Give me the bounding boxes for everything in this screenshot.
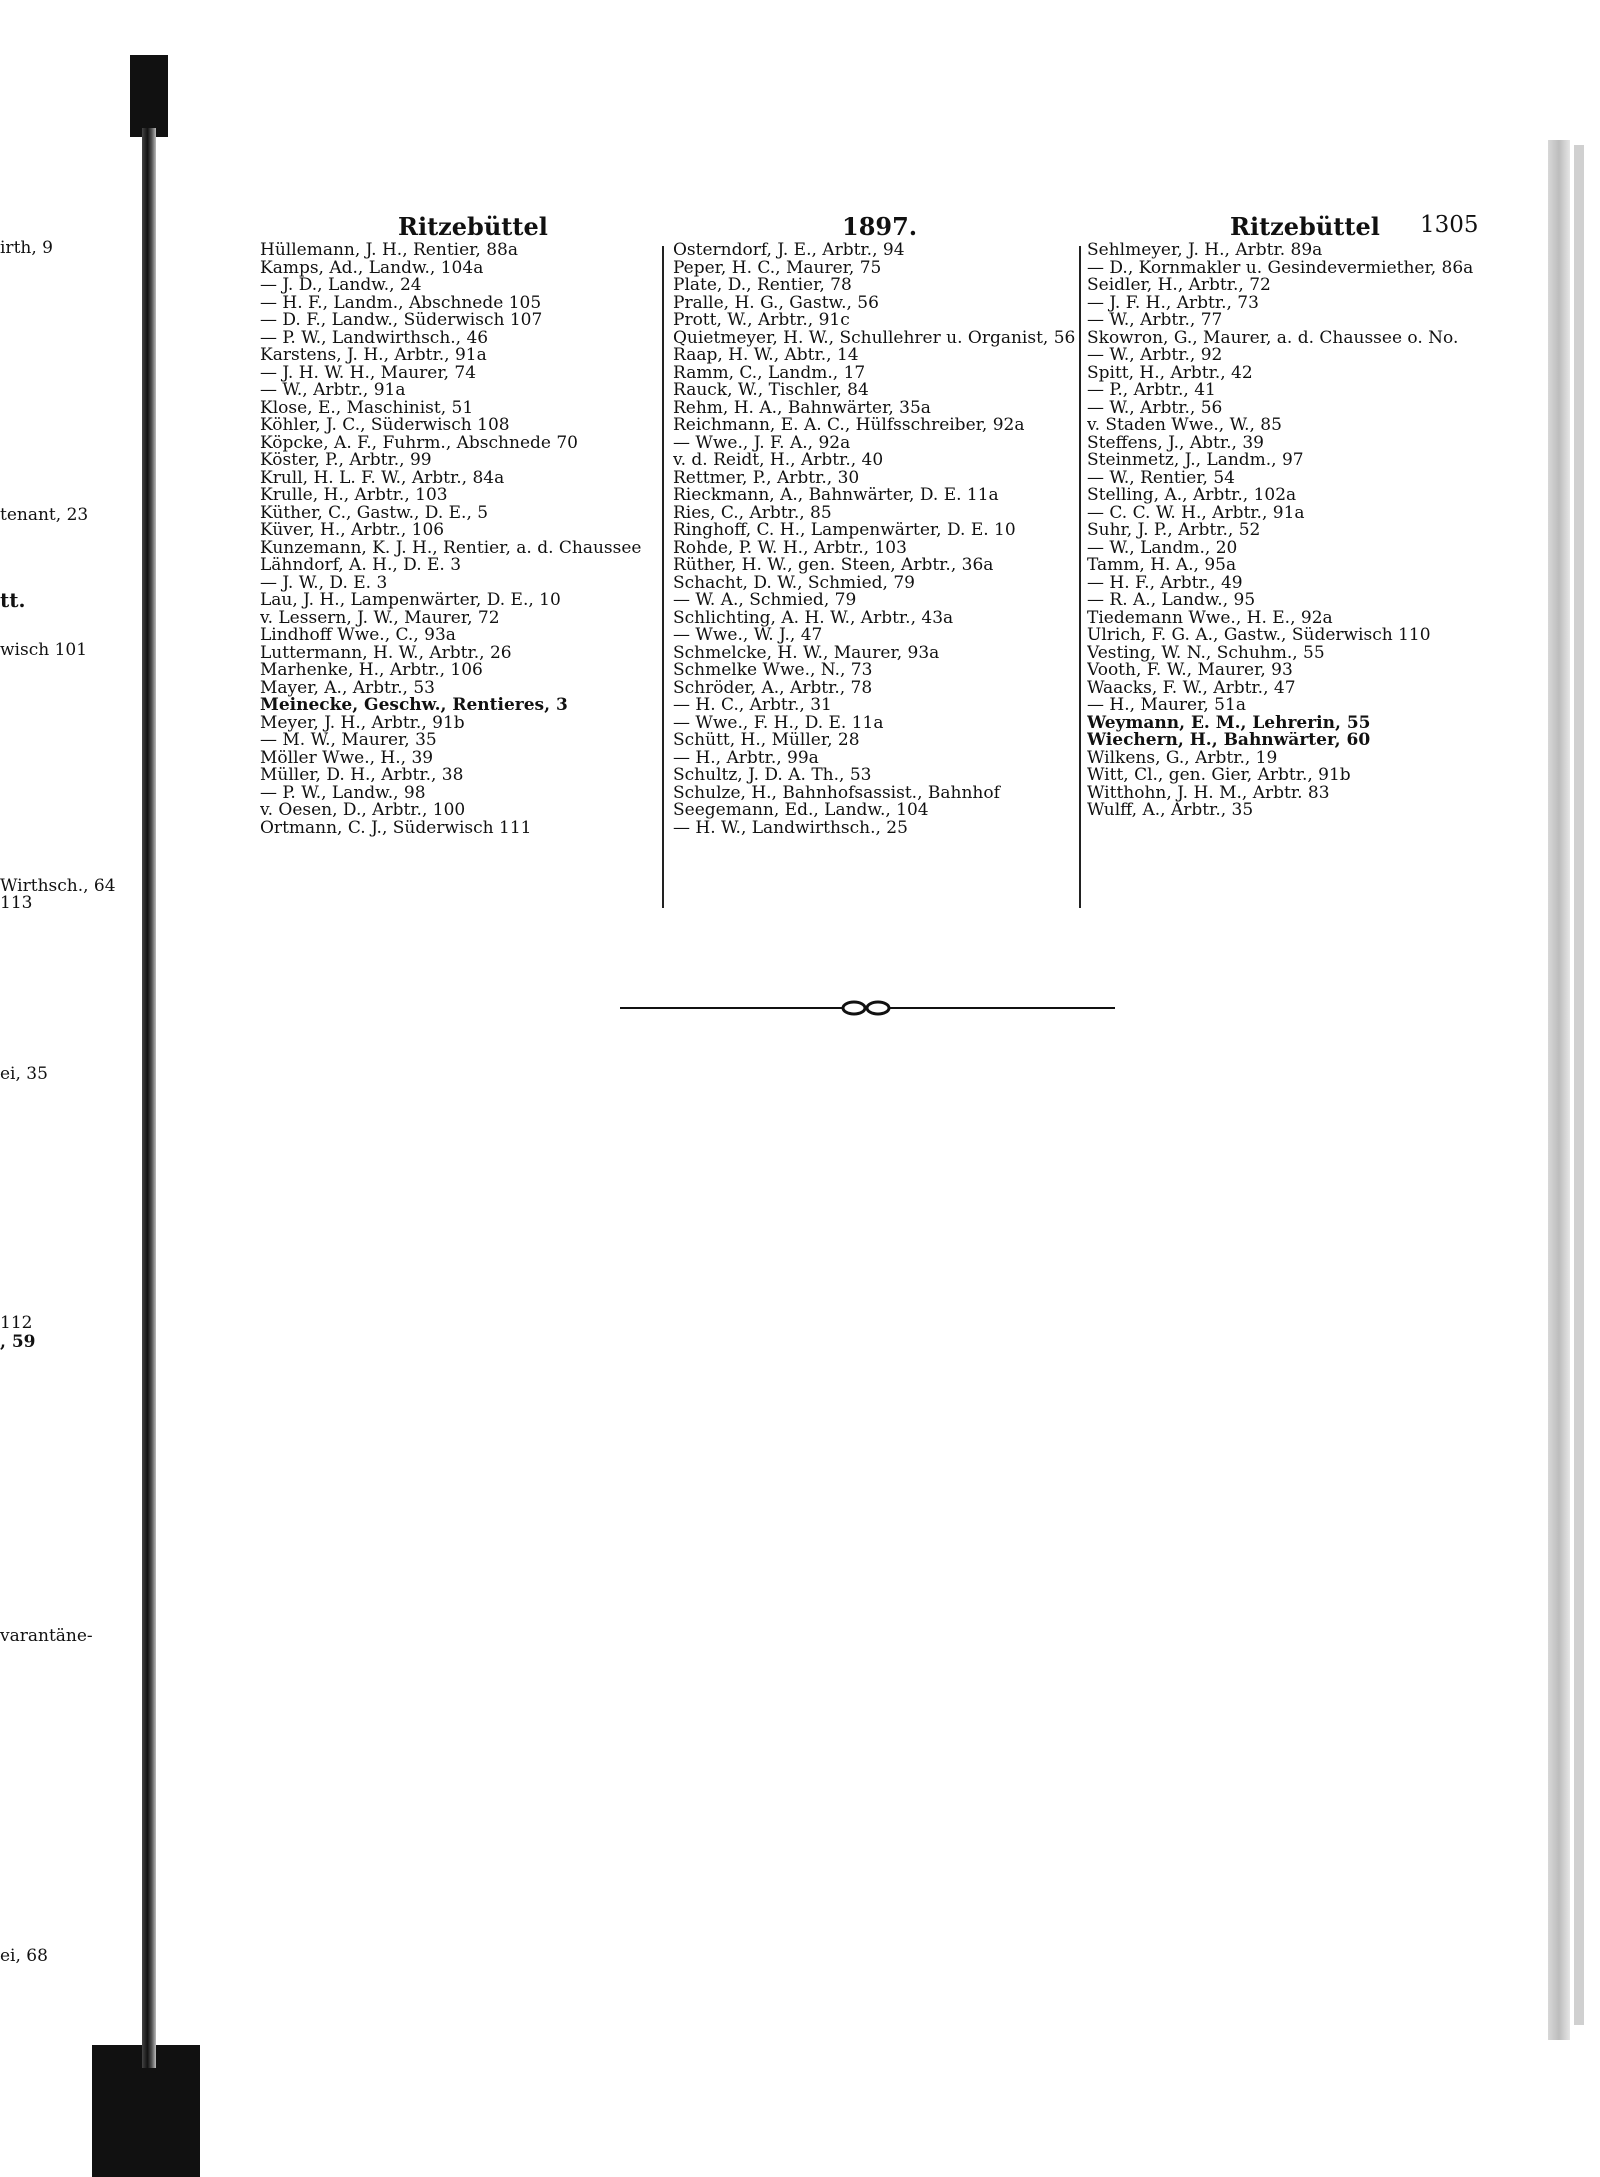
directory-entry: Pralle, H. G., Gastw., 56 — [673, 294, 879, 312]
directory-entry: Küther, C., Gastw., D. E., 5 — [260, 504, 489, 522]
directory-entry: — H. F., Landm., Abschnede 105 — [260, 294, 542, 312]
directory-entry: v. Oesen, D., Arbtr., 100 — [260, 802, 466, 820]
directory-entry: Schmelke Wwe., N., 73 — [673, 662, 873, 680]
left-fragment: tenant, 23 — [0, 505, 89, 525]
column-rule — [662, 246, 664, 908]
directory-entry: Marhenke, H., Arbtr., 106 — [260, 662, 483, 680]
directory-entry: Ries, C., Arbtr., 85 — [673, 504, 832, 522]
directory-entry: Ortmann, C. J., Süderwisch 111 — [260, 819, 532, 837]
directory-entry: — W., Rentier, 54 — [1087, 469, 1235, 487]
left-fragment: ei, 35 — [0, 1064, 48, 1084]
directory-entry: Luttermann, H. W., Arbtr., 26 — [260, 644, 512, 662]
directory-entry: Ramm, C., Landm., 17 — [673, 364, 866, 382]
directory-entry: — R. A., Landw., 95 — [1087, 592, 1256, 610]
directory-entry: — W., Arbtr., 56 — [1087, 399, 1223, 417]
directory-entry: Kamps, Ad., Landw., 104a — [260, 259, 484, 277]
directory-entry: Schlichting, A. H. W., Arbtr., 43a — [673, 609, 954, 627]
directory-column-3 — [1087, 242, 1549, 820]
directory-entry: — J. F. H., Arbtr., 73 — [1087, 294, 1259, 312]
directory-entry: Raap, H. W., Abtr., 14 — [673, 347, 859, 365]
left-fragment: varantäne- — [0, 1626, 93, 1646]
directory-entry: Peper, H. C., Maurer, 75 — [673, 259, 882, 277]
directory-column-1 — [260, 242, 660, 837]
directory-entry: Spitt, H., Arbtr., 42 — [1087, 364, 1253, 382]
directory-entry: Quietmeyer, H. W., Schullehrer u. Organist, 56 — [673, 329, 1076, 347]
directory-entry: Ulrich, F. G. A., Gastw., Süderwisch 110 — [1087, 627, 1431, 645]
directory-entry: Schütt, H., Müller, 28 — [673, 732, 860, 750]
directory-entry: Kunzemann, K. J. H., Rentier, a. d. Chaussee — [260, 539, 642, 557]
directory-entry: Schulze, H., Bahnhofsassist., Bahnhof — [673, 784, 1000, 802]
page-edge-shadow — [1548, 140, 1570, 2040]
directory-entry: Waacks, F. W., Arbtr., 47 — [1087, 679, 1296, 697]
directory-entry: Sehlmeyer, J. H., Arbtr. 89a — [1087, 242, 1323, 260]
directory-entry: Rieckmann, A., Bahnwärter, D. E. 11a — [673, 487, 999, 505]
directory-entry: — P., Arbtr., 41 — [1087, 382, 1216, 400]
directory-entry: Ringhoff, C. H., Lampenwärter, D. E. 10 — [673, 522, 1016, 540]
directory-entry: Wilkens, G., Arbtr., 19 — [1087, 749, 1278, 767]
directory-entry: — J. W., D. E. 3 — [260, 574, 388, 592]
directory-entry: Klose, E., Maschinist, 51 — [260, 399, 474, 417]
left-fragment: 113 — [0, 893, 33, 913]
directory-entry: Müller, D. H., Arbtr., 38 — [260, 767, 464, 785]
directory-entry: Lau, J. H., Lampenwärter, D. E., 10 — [260, 592, 561, 610]
directory-entry: Köhler, J. C., Süderwisch 108 — [260, 417, 510, 435]
directory-entry: Köster, P., Arbtr., 99 — [260, 452, 432, 470]
directory-entry: Prott, W., Arbtr., 91c — [673, 312, 850, 330]
page-edge-shadow-outer — [1574, 145, 1584, 2025]
directory-entry: Suhr, J. P., Arbtr., 52 — [1087, 522, 1261, 540]
directory-entry: Schacht, D. W., Schmied, 79 — [673, 574, 915, 592]
directory-entry: — Wwe., W. J., 47 — [673, 627, 823, 645]
directory-entry: — Wwe., J. F. A., 92a — [673, 434, 851, 452]
running-header-left: Ritzebüttel — [398, 212, 548, 241]
directory-entry: Rüther, H. W., gen. Steen, Arbtr., 36a — [673, 557, 994, 575]
directory-entry: Witt, Cl., gen. Gier, Arbtr., 91b — [1087, 767, 1351, 785]
directory-entry: Krull, H. L. F. W., Arbtr., 84a — [260, 469, 505, 487]
directory-entry: Plate, D., Rentier, 78 — [673, 277, 852, 295]
directory-entry: Karstens, J. H., Arbtr., 91a — [260, 347, 487, 365]
directory-entry: — M. W., Maurer, 35 — [260, 732, 437, 750]
directory-entry: Schröder, A., Arbtr., 78 — [673, 679, 873, 697]
directory-entry: Stelling, A., Arbtr., 102a — [1087, 487, 1297, 505]
directory-entry: — H. F., Arbtr., 49 — [1087, 574, 1243, 592]
directory-entry: Krulle, H., Arbtr., 103 — [260, 487, 448, 505]
directory-entry: — W., Arbtr., 91a — [260, 382, 406, 400]
directory-entry: Rettmer, P., Arbtr., 30 — [673, 469, 860, 487]
directory-entry: v. Lessern, J. W., Maurer, 72 — [260, 609, 500, 627]
knot-ornament-icon — [840, 998, 892, 1018]
directory-entry: — W., Landm., 20 — [1087, 539, 1238, 557]
directory-entry: Skowron, G., Maurer, a. d. Chaussee o. No. — [1087, 329, 1459, 347]
ornamental-divider — [620, 998, 1115, 1018]
directory-entry: Schmelcke, H. W., Maurer, 93a — [673, 644, 940, 662]
directory-entry: Weymann, E. M., Lehrerin, 55 — [1087, 714, 1371, 732]
directory-entry: Rehm, H. A., Bahnwärter, 35a — [673, 399, 931, 417]
directory-entry: — W. A., Schmied, 79 — [673, 592, 857, 610]
directory-entry: — H., Arbtr., 99a — [673, 749, 819, 767]
directory-entry: Hüllemann, J. H., Rentier, 88a — [260, 242, 518, 260]
directory-entry: Schultz, J. D. A. Th., 53 — [673, 767, 872, 785]
directory-entry: Meyer, J. H., Arbtr., 91b — [260, 714, 465, 732]
directory-entry: Küver, H., Arbtr., 106 — [260, 522, 445, 540]
directory-entry: Tiedemann Wwe., H. E., 92a — [1087, 609, 1333, 627]
directory-entry: Witthohn, J. H. M., Arbtr. 83 — [1087, 784, 1330, 802]
directory-entry: Osterndorf, J. E., Arbtr., 94 — [673, 242, 905, 260]
directory-entry: Vooth, F. W., Maurer, 93 — [1087, 662, 1293, 680]
directory-entry: Lähndorf, A. H., D. E. 3 — [260, 557, 462, 575]
directory-entry: — W., Arbtr., 92 — [1087, 347, 1223, 365]
left-fragment: Wirthsch., 64 — [0, 876, 116, 896]
directory-entry: Wiechern, H., Bahnwärter, 60 — [1087, 732, 1371, 750]
book-gutter — [142, 128, 156, 2068]
left-fragment: ei, 68 — [0, 1946, 48, 1966]
directory-entry: — J. D., Landw., 24 — [260, 277, 422, 295]
running-header-right: Ritzebüttel — [1230, 212, 1380, 241]
directory-entry: — D. F., Landw., Süderwisch 107 — [260, 312, 543, 330]
left-fragment: , 59 — [0, 1332, 36, 1352]
directory-entry: Steffens, J., Abtr., 39 — [1087, 434, 1264, 452]
directory-entry: Lindhoff Wwe., C., 93a — [260, 627, 456, 645]
binding-tab-top — [130, 55, 168, 137]
directory-entry: — H., Maurer, 51a — [1087, 697, 1246, 715]
left-fragment: wisch 101 — [0, 640, 88, 660]
left-fragment: 112 — [0, 1313, 33, 1333]
directory-entry: — J. H. W. H., Maurer, 74 — [260, 364, 477, 382]
directory-entry: — D., Kornmakler u. Gesindevermiether, 86a — [1087, 259, 1474, 277]
directory-entry: — H. W., Landwirthsch., 25 — [673, 819, 908, 837]
directory-entry: Reichmann, E. A. C., Hülfsschreiber, 92a — [673, 417, 1025, 435]
directory-entry: — W., Arbtr., 77 — [1087, 312, 1223, 330]
directory-entry: — P. W., Landw., 98 — [260, 784, 426, 802]
directory-entry: — Wwe., F. H., D. E. 11a — [673, 714, 884, 732]
directory-entry: Möller Wwe., H., 39 — [260, 749, 434, 767]
directory-entry: — P. W., Landwirthsch., 46 — [260, 329, 489, 347]
running-header-year: 1897. — [842, 212, 918, 241]
directory-entry: Rohde, P. W. H., Arbtr., 103 — [673, 539, 907, 557]
directory-entry: Steinmetz, J., Landm., 97 — [1087, 452, 1304, 470]
directory-column-2 — [673, 242, 1085, 837]
directory-entry: v. d. Reidt, H., Arbtr., 40 — [673, 452, 884, 470]
directory-entry: Meinecke, Geschw., Rentieres, 3 — [260, 697, 568, 715]
directory-entry: Rauck, W., Tischler, 84 — [673, 382, 869, 400]
directory-entry: v. Staden Wwe., W., 85 — [1087, 417, 1282, 435]
directory-entry: Wulff, A., Arbtr., 35 — [1087, 802, 1254, 820]
directory-entry: — H. C., Arbtr., 31 — [673, 697, 832, 715]
directory-entry: Mayer, A., Arbtr., 53 — [260, 679, 435, 697]
left-fragment: irth, 9 — [0, 238, 53, 258]
directory-entry: — C. C. W. H., Arbtr., 91a — [1087, 504, 1305, 522]
directory-entry: Tamm, H. A., 95a — [1087, 557, 1237, 575]
directory-entry: Seegemann, Ed., Landw., 104 — [673, 802, 929, 820]
left-fragment: tt. — [0, 588, 26, 612]
directory-entry: Köpcke, A. F., Fuhrm., Abschnede 70 — [260, 434, 578, 452]
directory-entry: Seidler, H., Arbtr., 72 — [1087, 277, 1271, 295]
page-number: 1305 — [1420, 212, 1479, 238]
directory-entry: Vesting, W. N., Schuhm., 55 — [1087, 644, 1325, 662]
